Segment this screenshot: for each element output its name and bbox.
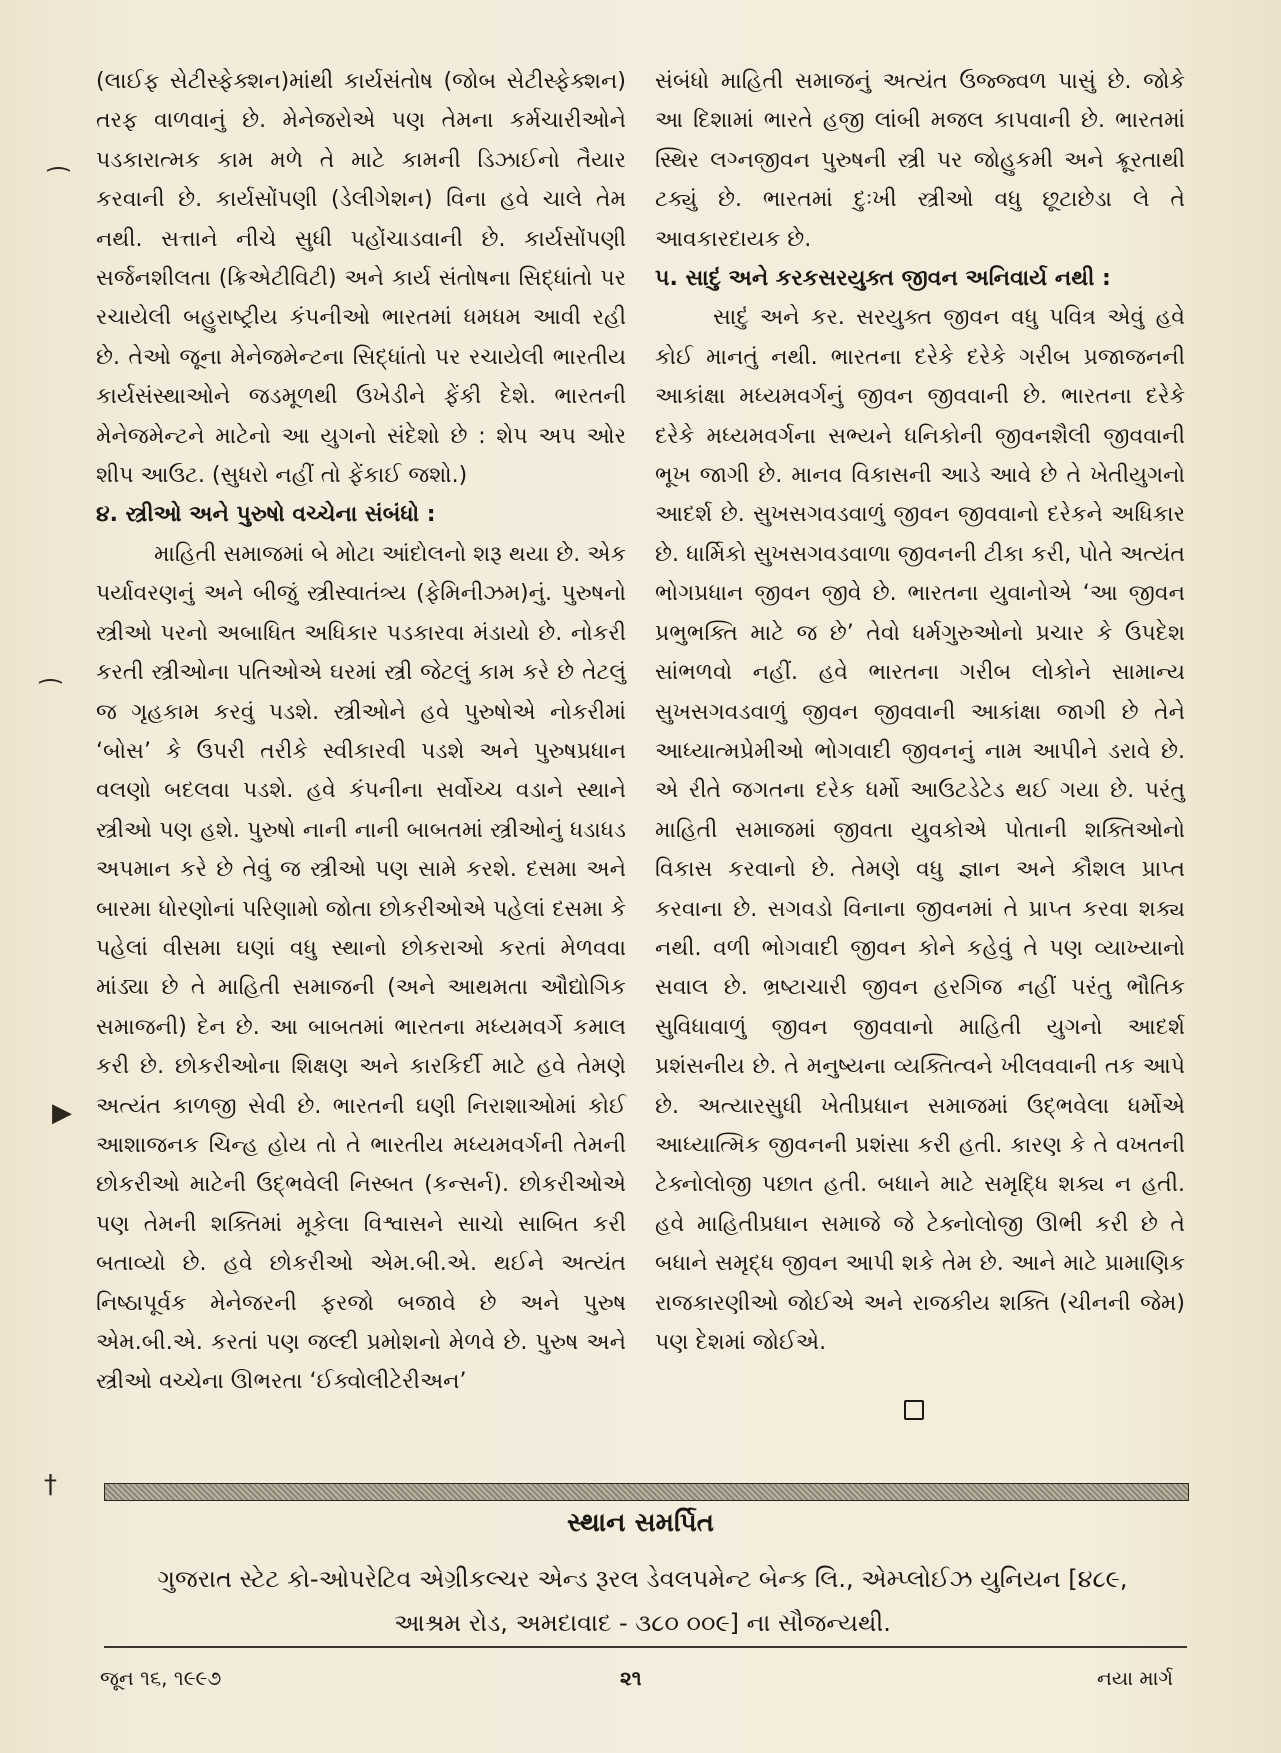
dedication-title: સ્થાન સમર્પિત — [566, 1508, 714, 1538]
footer-page-number: ૨૧ — [620, 1666, 642, 1690]
section-4-heading: ૪. સ્ત્રીઓ અને પુરુષો વચ્ચેના સંબંધો : — [96, 502, 436, 528]
footer-rule — [104, 1646, 1187, 1648]
footer-magazine-name: નયા માર્ગ — [1097, 1666, 1174, 1690]
margin-mark-icon: † — [44, 1470, 57, 1500]
right-paragraph-2: સાદું અને કર. સરયુક્ત જીવન વધુ પવિત્ર એવું હવે કોઈ માનતું નથી. ભારતના દરેકે દરેકે ગરીબ પ્રજાજનની આકાંક્ષા મધ્યમવર્ગનું જીવન જીવવાની છે. ભારતના દરેકે દરેકે મધ્યમવર્ગના સભ્યને ધનિકોની જીવનશૈલી જીવવાની ભૂખ જાગી છે. માનવ વિકાસની આડે આવે છે તે ખેતીયુગનો આદર્શ છે. સુખસગવડવાળું જીવન જીવવાનો દરેકને અધિકાર છે. ધાર્મિકો સુખસગવડવાળા જીવનની ટીકા કરી, પોતે અત્યંત ભોગપ્રધાન જીવન જીવે છે. ભારતના યુવાનોએ ‘આ જીવન પ્રભુભક્તિ માટે જ છે’ તેવો ધર્મગુરુઓનો પ્રચાર કે ઉપદેશ સાંભળવો નહીં. હવે ભારતના ગરીબ લોકોને સામાન્ય સુખસગવડવાળું જીવન જીવવાની આકાંક્ષા જાગી છે તેને આધ્યાત્મપ્રેમીઓ ભોગવાદી જીવનનું નામ આપીને ડરાવે છે. એ રીતે જગતના દરેક ધર્મો આઉટડેટેડ થઈ ગયા છે. પરંતુ માહિતી સમાજમાં જીવતા યુવકોએ પોતાની શક્તિઓનો વિકાસ કરવાનો છે. તેમણે વધુ જ્ઞાન અને કૌશલ પ્રાપ્ત કરવાના છે. સગવડો વિનાના જીવનમાં તે પ્રાપ્ત કરવા શક્ય નથી. વળી ભોગવાદી જીવન કોને કહેવું તે પણ વ્યાખ્યાનો સવાલ છે. ભ્રષ્ટાચારી જીવન હરગિજ નહીં પરંતુ ભૌતિક સુવિધાવાળું જીવન જીવવાનો માહિતી યુગનો આદર્શ પ્રશંસનીય છે. તે મનુષ્યના વ્યક્તિત્વને ખીલવવાની તક આપે છે. અત્યારસુધી ખેતીપ્રધાન સમાજમાં ઉદ્ભવેલા ધર્મોએ આધ્યાત્મિક જીવનની પ્રશંસા કરી હતી. કારણ કે તે વખતની ટેક્નોલોજી પછાત હતી. બધાને માટે સમૃદ્ધિ શક્ય ન હતી. હવે માહિતીપ્રધાન સમાજે જે ટેક્નોલોજી ઊભી કરી છે તે બધાને સમૃદ્ધ જીવન આપી શકે તેમ છે. આને માટે પ્રામાણિક રાજકારણીઓ જોઈએ અને રાજકીય શક્તિ (ચીનની જેમ) પણ દેશમાં જોઈએ. — [655, 305, 1185, 1355]
dedication-line-2: આશ્રમ રોડ, અમદાવાદ - ૩૮૦ ૦૦૯] ના સૌજન્યથી. — [394, 1609, 891, 1637]
left-paragraph-1: (લાઈફ સેટીસ્ફેક્શન)માંથી કાર્યસંતોષ (જોબ સેટીસ્ફેક્શન) તરફ વાળવાનું છે. મેનેજરોએ પણ તેમના કર્મચારીઓને પડકારાત્મક કામ મળે તે માટે કામની ડિઝાઈનો તૈયાર કરવાની છે. કાર્યસોંપણી (ડેલીગેશન) વિના હવે ચાલે તેમ નથી. સત્તાને નીચે સુધી પહોંચાડવાની છે. કાર્યસોંપણી સર્જનશીલતા (ક્રિએટીવિટી) અને કાર્ય સંતોષના સિદ્ધાંતો પર રચાયેલી બહુરાષ્ટ્રીય કંપનીઓ ભારતમાં ધમધમ આવી રહી છે. તેઓ જૂના મેનેજમેન્ટના સિદ્ધાંતો પર રચાયેલી ભારતીય કાર્યસંસ્થાઓને જડમૂળથી ઉખેડીને ફેંકી દેશે. ભારતની મેનેજમેન્ટને માટેનો આ યુગનો સંદેશો છે : શેપ અપ ઓર શીપ આઉટ. (સુધરો નહીં તો ફેંકાઈ જશો.) — [96, 69, 626, 489]
article-end-box-icon — [904, 1400, 924, 1420]
left-paragraph-2: માહિતી સમાજમાં બે મોટા આંદોલનો શરૂ થયા છે. એક પર્યાવરણનું અને બીજું સ્ત્રીસ્વાતંત્ર્ય (ફેમિનીઝમ)નું. પુરુષનો સ્ત્રીઓ પરનો અબાધિત અધિકાર પડકારવા મંડાયો છે. નોકરી કરતી સ્ત્રીઓના પતિઓએ ઘરમાં સ્ત્રી જેટલું કામ કરે છે તેટલું જ ગૃહકામ કરવું પડશે. સ્ત્રીઓને હવે પુરુષોએ નોકરીમાં ‘બોસ’ કે ઉપરી તરીકે સ્વીકારવી પડશે અને પુરુષપ્રધાન વલણો બદલવા પડશે. હવે કંપનીના સર્વોચ્ચ વડાને સ્થાને સ્ત્રીઓ પણ હશે. પુરુષો નાની નાની બાબતમાં સ્ત્રીઓનું ધડાધડ અપમાન કરે છે તેવું જ સ્ત્રીઓ પણ સામે કરશે. દસમા અને બારમા ધોરણોનાં પરિણામો જોતા છોકરીઓએ પહેલાં દસમા કે પહેલાં વીસમા ઘણાં વધુ સ્થાનો છોકરાઓ કરતાં મેળવવા માંડ્યા છે તે માહિતી સમાજની (અને આથમતા ઔદ્યોગિક સમાજની) દેન છે. આ બાબતમાં ભારતના મધ્યમવર્ગે કમાલ કરી છે. છોકરીઓના શિક્ષણ અને કારકિર્દી માટે હવે તેમણે અત્યંત કાળજી સેવી છે. ભારતની ઘણી નિરાશાઓમાં કોઈ આશાજનક ચિન્હ હોય તો તે ભારતીય મધ્યમવર્ગની તેમની છોકરીઓ માટેની ઉદ્ભવેલી નિસ્બત (કન્સર્ન). છોકરીઓએ પણ તેમની શક્તિમાં મૂકેલા વિશ્વાસને સાચો સાબિત કરી બતાવ્યો છે. હવે છોકરીઓ એમ.બી.એ. થઈને અત્યંત નિષ્ઠાપૂર્વક મેનેજરની ફરજો બજાવે છે અને પુરુષ એમ.બી.એ. કરતાં પણ જલ્દી પ્રમોશનો મેળવે છે. પુરુષ અને સ્ત્રીઓ વચ્ચેના ઊભરતા ‘ઈક્વોલીટેરીઅન’ — [96, 541, 626, 1395]
right-paragraph-1: સંબંધો માહિતી સમાજનું અત્યંત ઉજ્જ્વળ પાસું છે. જોકે આ દિશામાં ભારતે હજી લાંબી મજલ કાપવાની છે. ભારતમાં સ્થિર લગ્નજીવન પુરુષની સ્ત્રી પર જોહુકમી અને ક્રૂરતાથી ટક્યું છે. ભારતમાં દુઃખી સ્ત્રીઓ વધુ છૂટાછેડા લે તે આવકારદાયક છે. — [655, 69, 1185, 252]
margin-mark-icon: ▶ — [52, 1098, 72, 1128]
dedication-text — [110, 1557, 1175, 1645]
left-column — [96, 62, 626, 1402]
divider-band — [104, 1483, 1189, 1501]
section-5-heading: ૫. સાદું અને કરકસરયુક્ત જીવન અનિવાર્ય નથી : — [655, 266, 1111, 292]
margin-mark-icon: ⁀ — [48, 168, 69, 198]
dedication-line-1: ગુજરાત સ્ટેટ કો-ઓપરેટિવ એગ્રીકલ્ચર એન્ડ રૂરલ ડેવલપમેન્ટ બેન્ક લિ., એમ્પ્લોઈઝ યુનિયન [૪૮૯, — [157, 1565, 1128, 1593]
footer-date: જૂન ૧૬, ૧૯૯૭ — [100, 1666, 222, 1690]
right-column — [655, 62, 1185, 1362]
margin-mark-icon: ⁀ — [40, 680, 61, 710]
